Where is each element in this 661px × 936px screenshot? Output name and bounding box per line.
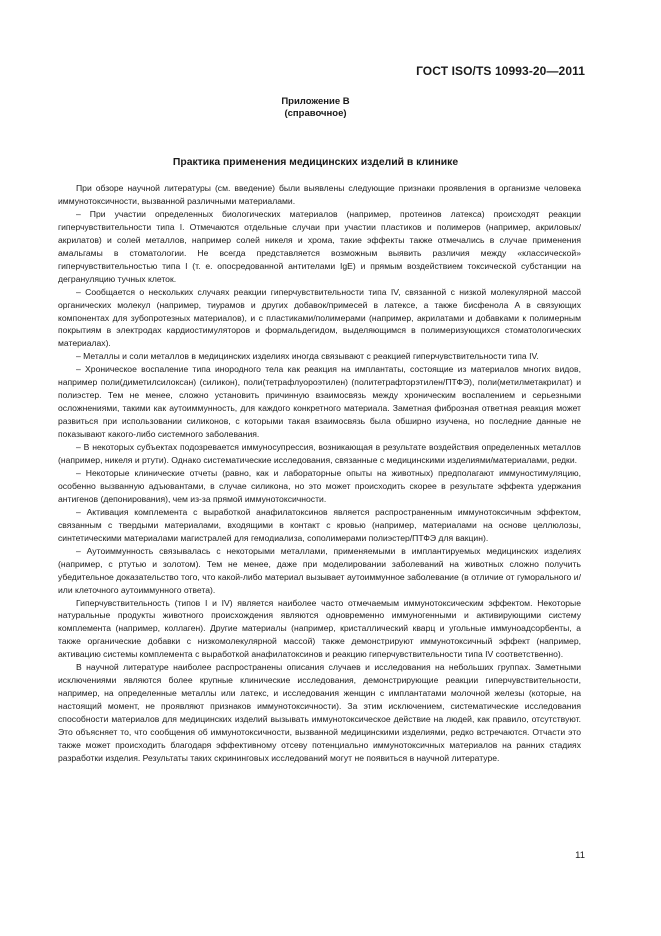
paragraph: – При участии определенных биологических материалов (например, протеинов латекса) происходят реакции гиперчувствительности типа I. Отмечаются отдельные случаи при участии пластиков и полимеров (например, акриловых/акрилатов) и солей металлов, например солей никеля и хрома, такие эффекты также отмечались в случае применения амальгамы в стоматологии. Не всегда представляется возможным выявить различия между «классической» гиперчувствительностью типа I (т. е. опосредованной антителами IgE) и прямым воздействием токсической субстанции на дегрануляцию тучных клеток. bbox=[58, 208, 581, 284]
paragraph: – Активация комплемента с выработкой анафилатоксинов является распространенным иммунотоксичным эффектом, связанным с твердыми материалами, входящими в контакт с кровью (например, материалами на основе целлюлозы, синтетическими материалами магистралей для гемодиализа, сополимерами полиэстер/ПТФЭ для вакцин). bbox=[58, 506, 581, 543]
paragraph: – Металлы и соли металлов в медицинских изделиях иногда связывают с реакцией гиперчувствительности типа IV. bbox=[76, 351, 539, 362]
paragraph: В научной литературе наиболее распространены описания случаев и исследования на небольших группах. Заметными исключениями являются более крупные клинические исследования, демонстрирующие реакции гиперчувствительности, например, на определенные металлы или латекс, и исследования женщин с имплантатами молочной железы (которые, на настоящий момент, не проявляют признаков иммунотоксичности). За этим исключением, систематические исследования способности материалов для медицинских изделий вызывать иммунотоксическое действие на людей, как правило, отсутствуют. Это объясняет то, что сообщения об иммунотоксичности, вызванной медицинскими изделиями, редко встречаются. Отчасти это также может происходить благодаря эффективному отсеву потенциально иммунотоксичных материалов на ранних стадиях разработки изделия. Результаты таких скрининговых исследований могут не появиться в научной литературе. bbox=[58, 662, 581, 763]
appendix-title: Приложение В bbox=[281, 96, 350, 107]
appendix-type: (справочное) bbox=[284, 108, 347, 119]
paragraph: – Хроническое воспаление типа инородного тела как реакция на имплантаты, состоящие из материалов многих видов, например поли(диметилсилоксан) (силикон), поли(тетрафлуороэтилен) (политетрафторэтилен/ПТФЭ), поли(метилметакрилат) и полиэстер. Тем не менее, сложно установить причинную взаимосвязь между хроническим воспалением и серьезными осложнениями, такими как аутоиммунность, для каждого конкретного материала. Заметная фиброзная ответная реакция может развиться при использовании силиконов, с которыми такая взаимосвязь была обширно изучена, но последние данные не показывают какого-либо системного заболевания. bbox=[58, 364, 581, 440]
paragraph: При обзоре научной литературы (см. введение) были выявлены следующие признаки проявления в организме человека иммунотоксичности, вызванной различными материалами. bbox=[58, 183, 581, 206]
standard-header: ГОСТ ISO/TS 10993-20—2011 bbox=[416, 64, 585, 78]
paragraph: – В некоторых субъектах подозревается иммуносупрессия, возникающая в результате воздействия определенных металлов (например, никеля и ртути). Однако систематические исследования, связанные с медицинскими изделиями/материалами, редки. bbox=[58, 442, 581, 466]
paragraph: – Сообщается о нескольких случаях реакции гиперчувствительности типа IV, связанной с низкой молекулярной массой органических молекул (например, тиурамов и других добавок/примесей в латексе, а также бисфенола А в связующих компонентах для зубопротезных материалов), и с пластиками/полимерами (например, акрилатами и добавками к полимерным покрытиям в электродах кардиостимуляторов и формальдегидом, выделяющимся в полимеризующихся стоматологических материалах). bbox=[58, 286, 581, 349]
paragraph: – Некоторые клинические отчеты (равно, как и лабораторные опыты на животных) предполагают иммуностимуляцию, особенно вызванную адъювантами, в случае силикона, но это может происходить скорее в результате эффекта удержания антигенов (депонирования), чем из-за прямой иммунотоксичности. bbox=[58, 467, 581, 504]
paragraph: Гиперчувствительность (типов I и IV) является наиболее часто отмечаемым иммунотоксическим эффектом. Некоторые натуральные продукты животного происхождения являются одновременно иммуногенными и активирующими систему комплемента (например, коллаген). Другие материалы (например, кристаллический кварц и угольные иммуноадсорбенты, а также органические добавки с низкомолекулярной массой) также демонстрируют иммунотоксичный эффект (например, активацию системы комплемента с выработкой анафилатоксинов и реакцию гиперчувствительности типа IV соответственно). bbox=[58, 597, 581, 660]
body-text bbox=[58, 182, 581, 765]
section-title: Практика применения медицинских изделий в клинике bbox=[172, 157, 459, 168]
page-number: 11 bbox=[575, 850, 585, 861]
paragraph: – Аутоиммунность связывалась с некоторыми металлами, применяемыми в имплантируемых медицинских изделиях (например, с ртутью и золотом). Тем не менее, даже при моделировании заболеваний на животных сложно получить убедительное доказательство того, что какой-либо материал вызывает аутоиммунное заболевание (в отличие от гуморального и/или клеточного аутоиммунного ответа). bbox=[58, 545, 581, 595]
appendix-heading bbox=[0, 96, 631, 120]
